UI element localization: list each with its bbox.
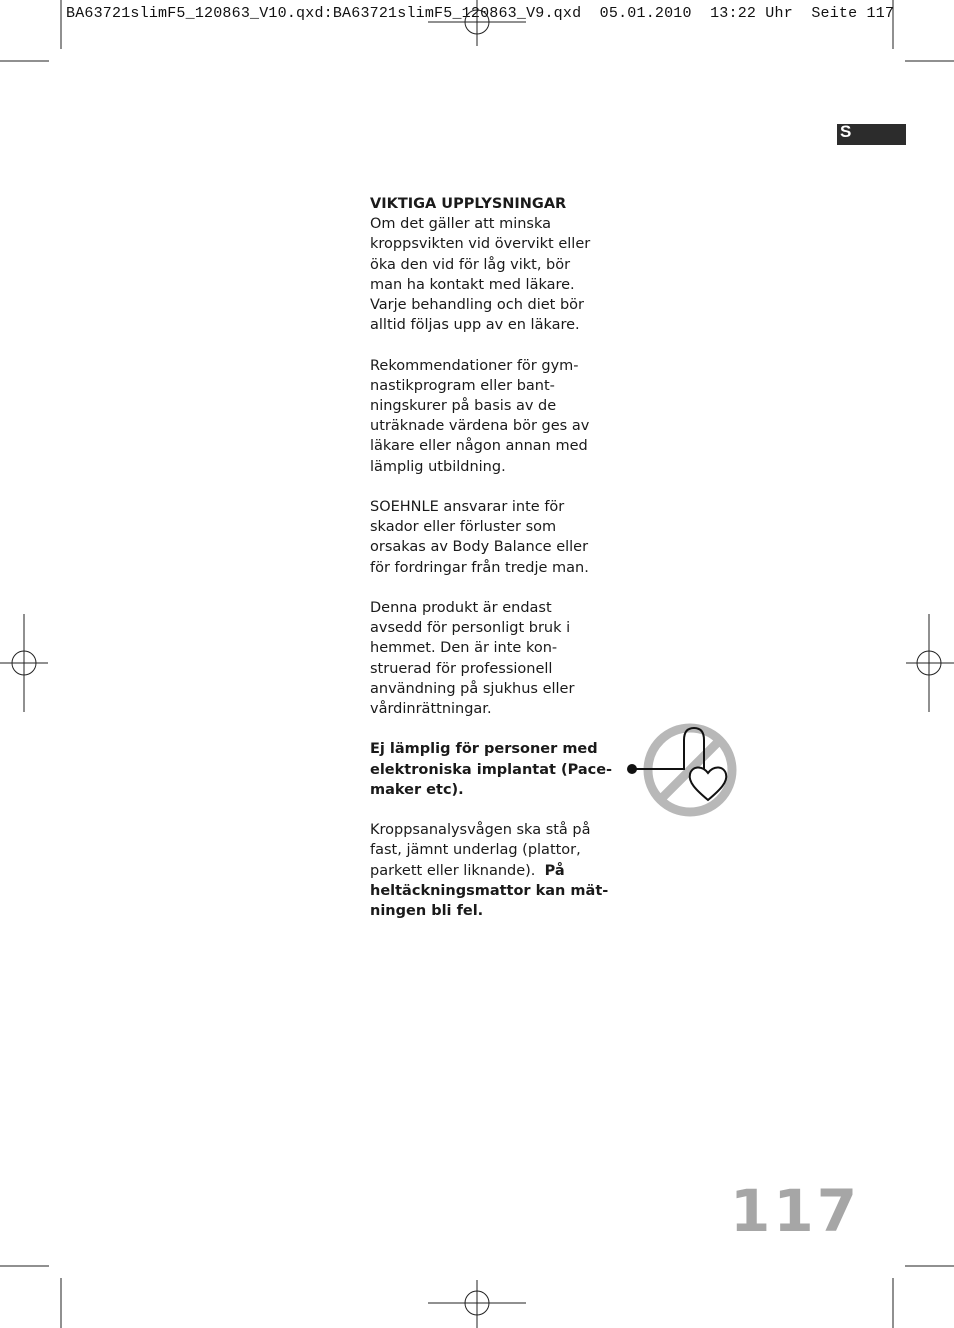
section-1 [370,194,610,335]
text-fragment: parkett eller liknande). [370,862,536,879]
paragraph-liability [370,497,610,578]
text-line: struerad för professionell [370,660,553,677]
main-text-column [370,194,613,921]
text-line: för fordringar från tredje man. [370,559,589,576]
text-line: Om det gäller att minska [370,216,551,233]
paragraph-recommendations [370,356,610,477]
text-line: avsedd för personligt bruk i [370,620,571,637]
bold-line: ningen bli fel. [370,903,484,920]
warning-line: Ej lämplig för personer med [370,741,598,758]
text-line: uträknade värdena bör ges av [370,418,590,435]
language-tab: S [837,124,906,145]
text-line: Rekommendationer för gym- [370,357,579,374]
bold-fragment: På [544,862,565,879]
text-line: Denna produkt är endast [370,600,552,617]
text-line: hemmet. Den är inte kon- [370,640,558,657]
pacemaker-warning [370,739,613,800]
text-line: fast, jämnt underlag (plattor, [370,842,581,859]
text-line: läkare eller någon annan med [370,438,588,455]
text-line: Kroppsanalysvågen ska stå på [370,822,591,839]
text-line: kroppsvikten vid övervikt eller [370,236,591,253]
text-line: vårdinrättningar. [370,701,492,718]
paragraph-personal-use [370,598,610,719]
bold-line: heltäckningsmattor kan mät- [370,882,609,899]
warning-line: elektroniska implantat (Pace- [370,761,613,778]
text-line: Varje behandling och diet bör [370,297,584,314]
text-line: öka den vid för låg vikt, bör [370,256,571,273]
paragraph-surface [370,820,610,921]
text-line: användning på sjukhus eller [370,680,575,697]
mixed-line [370,861,610,881]
text-line: lämplig utbildning. [370,458,506,475]
text-line: skador eller förluster som [370,519,557,536]
warning-line: maker etc). [370,781,464,798]
text-line: alltid följas upp av en läkare. [370,317,580,334]
no-pacemaker-icon [622,720,742,820]
section-heading: VIKTIGA UPPLYSNINGAR [370,196,567,212]
page-number: 117 [730,1177,861,1245]
text-line: ningskurer på basis av de [370,398,557,415]
text-line: man ha kontakt med läkare. [370,276,575,293]
text-line: nastikprogram eller bant- [370,377,555,394]
print-slug: BA63721slimF5_120863_V10.qxd:BA63721slimF5_120863_V9.qxd 05.01.2010 13:22 Uhr Seite 117 [66,5,895,22]
text-line: orsakas av Body Balance eller [370,539,589,556]
text-line: SOEHNLE ansvarar inte för [370,499,565,516]
